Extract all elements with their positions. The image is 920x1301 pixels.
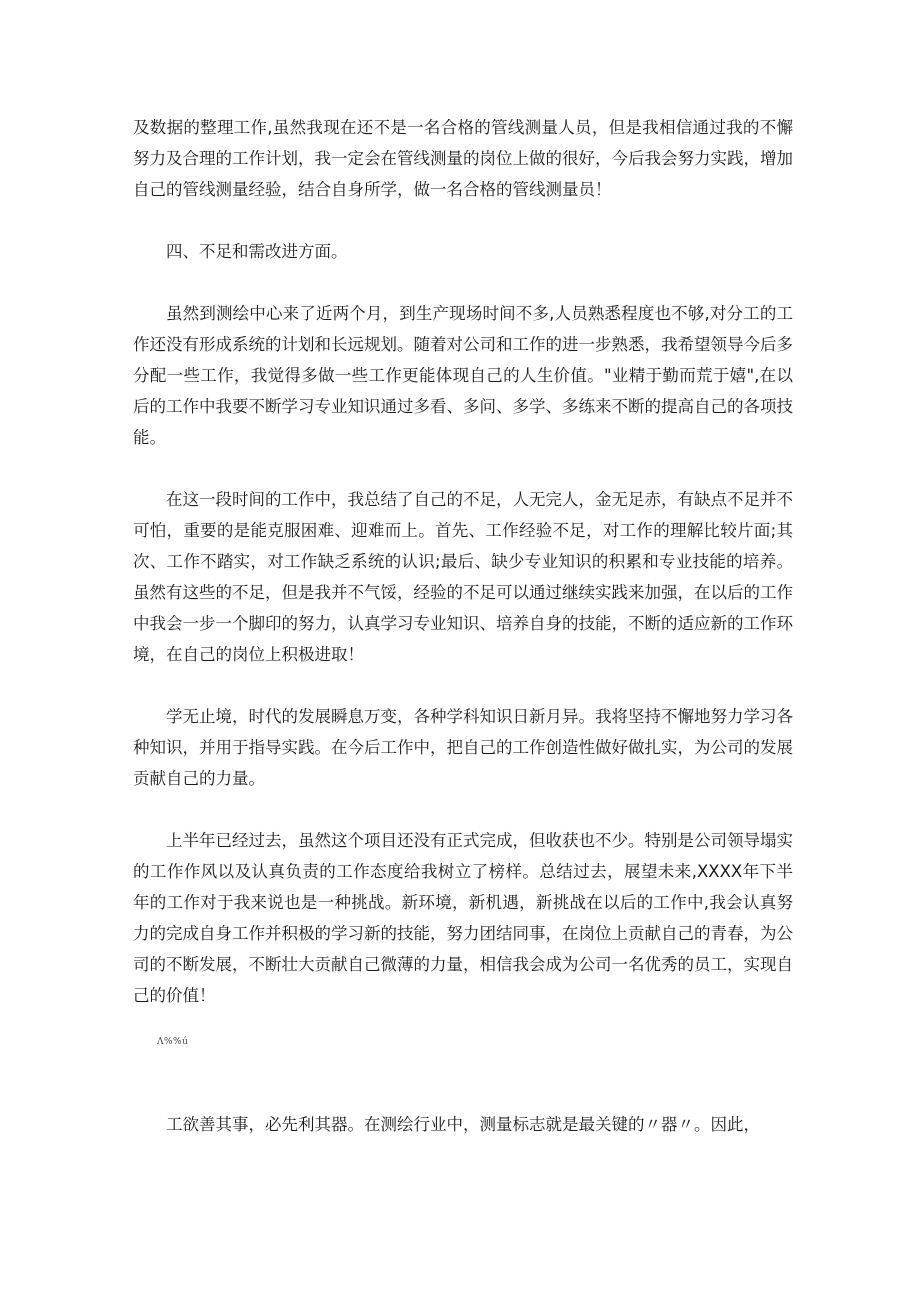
paragraph: 在这一段时间的工作中，我总结了自己的不足，人无完人，金无足赤，有缺点不足并不可怕，重要的是能克服困难、迎难而上。首先、工作经验不足，对工作的理解比较片面;其次、工作不踏实，对工作缺乏系统的认识;最后、缺少专业知识的积累和专业技能的培养。虽然有这些的不足，但是我并不气馁，经验的不足可以通过继续实践来加强，在以后的工作中我会一步一个脚印的努力，认真学习专业知识、培养自身的技能，不断的适应新的工作环境，在自己的岗位上积极进取！ — [133, 490, 793, 664]
small-mark: Λ%%ú — [157, 1037, 189, 1047]
paragraph-gap — [133, 1011, 793, 1035]
paragraph: 上半年已经过去，虽然这个项目还没有正式完成，但收获也不少。特别是公司领导塌实的工作作风以及认真负责的工作态度给我树立了榜样。总结过去，展望未来,XXXX年下半年的工作对于我来说也是一种挑战。新环境，新机遇，新挑战在以后的工作中,我会认真努力的完成自身工作并积极的学习新的技能，努力团结同事，在岗位上贡献自己的青春，为公司的不断发展，不断壮大贡献自己微薄的力量，相信我会成为公司一名优秀的员工，实现自己的价值！ — [133, 831, 793, 1005]
paragraph-gap — [133, 267, 793, 298]
paragraph-gap — [133, 205, 793, 236]
paragraph-gap — [133, 670, 793, 701]
paragraph-continuation: 及数据的整理工作,虽然我现在还不是一名合格的管线测量人员，但是我相信通过我的不懈努力及合理的工作计划，我一定会在管线测量的岗位上做的很好，今后我会努力实践，增加自己的管线测量经验，结合自身所学，做一名合格的管线测量员！ — [133, 118, 793, 199]
paragraph-gap — [133, 453, 793, 484]
paragraph: 工欲善其事，必先利其器。在测绘行业中，测量标志就是最关键的〃器〃。因此， — [166, 1115, 760, 1134]
document-page — [133, 112, 793, 1140]
paragraph-gap — [133, 1049, 793, 1109]
paragraph: 虽然到测绘中心来了近两个月，到生产现场时间不多,人员熟悉程度也不够,对分工的工作还没有形成系统的计划和长远规划。随着对公司和工作的进一步熟悉，我希望领导今后多分配一些工作，我觉得多做一些工作更能体现自己的人生价值。"业精于勤而荒于嬉",在以后的工作中我要不断学习专业知识通过多看、多问、多学、多练来不断的提高自己的各项技能。 — [133, 304, 793, 447]
paragraph: 学无止境，时代的发展瞬息万变，各种学科知识日新月异。我将坚持不懈地努力学习各种知识，并用于指导实践。在今后工作中，把自己的工作创造性做好做扎实，为公司的发展贡献自己的力量。 — [133, 707, 793, 788]
paragraph-gap — [133, 794, 793, 825]
section-heading: 四、不足和需改进方面。 — [166, 242, 348, 261]
